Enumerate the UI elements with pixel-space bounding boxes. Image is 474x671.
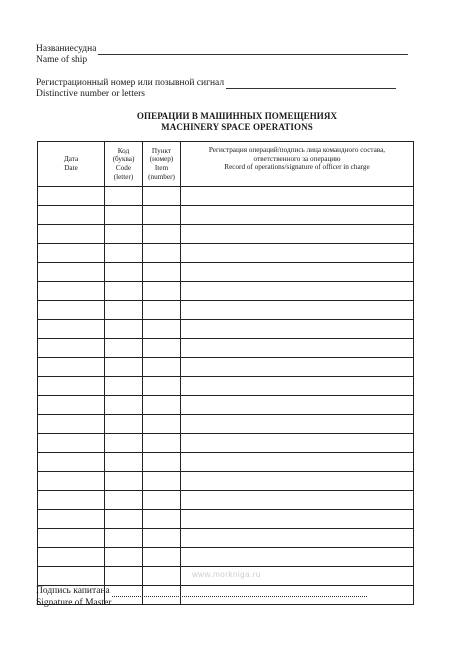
table-cell-record[interactable] xyxy=(181,358,414,377)
title-en: MACHINERY SPACE OPERATIONS xyxy=(161,122,313,132)
table-row xyxy=(38,396,414,415)
captain-sign-label-ru: Подпись капитана xyxy=(36,586,110,596)
table-row xyxy=(38,320,414,339)
table-cell-record[interactable] xyxy=(181,396,414,415)
column-header-line: Record of operations/signature of officer in charge xyxy=(224,163,370,172)
table-row xyxy=(38,548,414,567)
column-header-line: Date xyxy=(64,164,78,172)
table-cell-code[interactable] xyxy=(105,491,143,510)
table-cell-date[interactable] xyxy=(38,187,105,206)
column-header-line: (буква) xyxy=(112,155,135,164)
table-cell-date[interactable] xyxy=(38,301,105,320)
column-header-line: Код xyxy=(117,146,130,155)
title-ru: ОПЕРАЦИИ В МАШИННЫХ ПОМЕЩЕНИЯХ xyxy=(136,111,338,121)
table-cell-date[interactable] xyxy=(38,529,105,548)
table-cell-code[interactable] xyxy=(105,358,143,377)
table-cell-item[interactable] xyxy=(143,339,181,358)
table-cell-record[interactable] xyxy=(181,472,414,491)
column-header-code xyxy=(105,142,143,187)
table-cell-date[interactable] xyxy=(38,358,105,377)
table-cell-date[interactable] xyxy=(38,453,105,472)
table-cell-item[interactable] xyxy=(143,225,181,244)
table-cell-record[interactable] xyxy=(181,206,414,225)
table-row xyxy=(38,339,414,358)
table-cell-record[interactable] xyxy=(181,244,414,263)
reg-number-input-line[interactable] xyxy=(226,79,396,89)
table-cell-date[interactable] xyxy=(38,244,105,263)
table-cell-item[interactable] xyxy=(143,301,181,320)
column-header-line: Дата xyxy=(63,155,79,164)
table-cell-item[interactable] xyxy=(143,377,181,396)
column-header-line: ответственного за операцию xyxy=(253,154,341,163)
ship-name-input-line[interactable] xyxy=(98,45,408,55)
table-cell-record[interactable] xyxy=(181,320,414,339)
table-row xyxy=(38,358,414,377)
table-row xyxy=(38,225,414,244)
table-cell-item[interactable] xyxy=(143,320,181,339)
watermark: www.morkniga.ru xyxy=(192,570,261,579)
table-cell-code[interactable] xyxy=(105,282,143,301)
table-cell-record[interactable] xyxy=(181,301,414,320)
reg-number-label-en: Distinctive number or letters xyxy=(36,89,145,99)
table-cell-item[interactable] xyxy=(143,282,181,301)
table-cell-record[interactable] xyxy=(181,225,414,244)
table-row xyxy=(38,301,414,320)
table-cell-item[interactable] xyxy=(143,358,181,377)
table-cell-item[interactable] xyxy=(143,510,181,529)
table-cell-date[interactable] xyxy=(38,396,105,415)
table-row xyxy=(38,244,414,263)
table-cell-item[interactable] xyxy=(143,263,181,282)
table-cell-record[interactable] xyxy=(181,453,414,472)
ship-name-label-ru: Названиесудна xyxy=(36,44,97,54)
column-header-date xyxy=(38,142,105,187)
table-cell-code[interactable] xyxy=(105,301,143,320)
table-cell-code[interactable] xyxy=(105,320,143,339)
table-row xyxy=(38,529,414,548)
table-cell-code[interactable] xyxy=(105,453,143,472)
table-cell-code[interactable] xyxy=(105,472,143,491)
table-cell-item[interactable] xyxy=(143,206,181,225)
table-row xyxy=(38,472,414,491)
table-cell-date[interactable] xyxy=(38,377,105,396)
operations-table xyxy=(37,141,414,605)
column-header-item xyxy=(143,142,181,187)
reg-number-label-ru: Регистрационный номер или позывной сигнал xyxy=(36,78,225,88)
table-cell-date[interactable] xyxy=(38,320,105,339)
table-row xyxy=(38,206,414,225)
reg-number-field xyxy=(36,78,396,89)
table-row xyxy=(38,510,414,529)
table-cell-item[interactable] xyxy=(143,548,181,567)
table-cell-item[interactable] xyxy=(143,529,181,548)
table-row xyxy=(38,491,414,510)
table-cell-date[interactable] xyxy=(38,415,105,434)
table-cell-record[interactable] xyxy=(181,339,414,358)
table-cell-item[interactable] xyxy=(143,415,181,434)
table-cell-date[interactable] xyxy=(38,282,105,301)
table-row xyxy=(38,434,414,453)
table-cell-code[interactable] xyxy=(105,396,143,415)
table-cell-record[interactable] xyxy=(181,510,414,529)
table-cell-code[interactable] xyxy=(105,339,143,358)
table-cell-record[interactable] xyxy=(181,434,414,453)
table-body xyxy=(38,187,414,605)
table-cell-code[interactable] xyxy=(105,225,143,244)
table-cell-item[interactable] xyxy=(143,491,181,510)
table-cell-code[interactable] xyxy=(105,434,143,453)
table-cell-item[interactable] xyxy=(143,434,181,453)
table-row xyxy=(38,377,414,396)
table-cell-code[interactable] xyxy=(105,415,143,434)
table-row xyxy=(38,282,414,301)
table-cell-code[interactable] xyxy=(105,377,143,396)
table-cell-date[interactable] xyxy=(38,567,105,586)
table-cell-record[interactable] xyxy=(181,415,414,434)
table-cell-item[interactable] xyxy=(143,187,181,206)
table-cell-code[interactable] xyxy=(105,567,143,586)
table-cell-date[interactable] xyxy=(38,339,105,358)
ship-name-field xyxy=(36,44,408,55)
table-cell-date[interactable] xyxy=(38,434,105,453)
table-cell-code[interactable] xyxy=(105,244,143,263)
table-cell-code[interactable] xyxy=(105,206,143,225)
table-cell-code[interactable] xyxy=(105,263,143,282)
column-header-line: Code xyxy=(115,164,132,172)
table-cell-record[interactable] xyxy=(181,187,414,206)
table-cell-record[interactable] xyxy=(181,529,414,548)
column-header-line: (номер) xyxy=(149,155,174,164)
column-header-record xyxy=(181,142,414,187)
table-header-row xyxy=(38,142,414,187)
column-header-line: Item xyxy=(154,164,169,172)
column-header-line: Регистрация операций/подпись лица командного состава, xyxy=(208,146,386,154)
table-cell-date[interactable] xyxy=(38,206,105,225)
table-cell-date[interactable] xyxy=(38,510,105,529)
captain-sign-field xyxy=(36,586,367,597)
column-header-line: Пункт xyxy=(151,146,172,155)
table-cell-record[interactable] xyxy=(181,377,414,396)
table-cell-date[interactable] xyxy=(38,225,105,244)
table-row xyxy=(38,187,414,206)
table-cell-record[interactable] xyxy=(181,548,414,567)
table-cell-code[interactable] xyxy=(105,187,143,206)
table-cell-record[interactable] xyxy=(181,263,414,282)
table-cell-item[interactable] xyxy=(143,567,181,586)
table-cell-date[interactable] xyxy=(38,491,105,510)
table-cell-record[interactable] xyxy=(181,491,414,510)
table-cell-date[interactable] xyxy=(38,472,105,491)
table-cell-code[interactable] xyxy=(105,529,143,548)
table-row xyxy=(38,453,414,472)
captain-sign-input-line[interactable] xyxy=(112,587,367,597)
table-cell-item[interactable] xyxy=(143,244,181,263)
table-cell-code[interactable] xyxy=(105,548,143,567)
table-cell-record[interactable] xyxy=(181,282,414,301)
table-cell-item[interactable] xyxy=(143,472,181,491)
table-cell-item[interactable] xyxy=(143,396,181,415)
column-header-line: (number) xyxy=(148,172,175,181)
table-cell-item[interactable] xyxy=(143,453,181,472)
table-cell-code[interactable] xyxy=(105,510,143,529)
table-row xyxy=(38,415,414,434)
ship-name-label-en: Name of ship xyxy=(36,55,88,65)
table-cell-date[interactable] xyxy=(38,263,105,282)
column-header-line: (letter) xyxy=(113,172,134,181)
table-cell-date[interactable] xyxy=(38,548,105,567)
captain-sign-label-en: Signature of Master xyxy=(36,598,112,608)
table-row xyxy=(38,263,414,282)
